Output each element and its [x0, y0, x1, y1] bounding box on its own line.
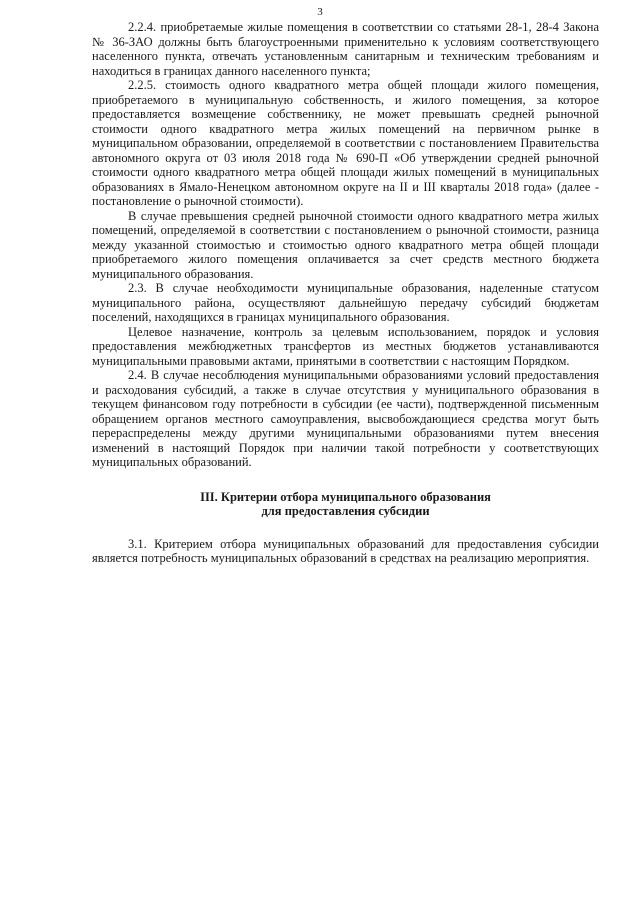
paragraph-2-2-5: 2.2.5. стоимость одного квадратного метра общей площади жилого помещения, приобретаемого в муниципальную собственность, и жилого помещения, за которое предоставляется возмещение собственнику, не может превышать средней рыночной стоимости одного квадратного метра жилых помещений на первичном рынке в муниципальном образовании, определяемой в соответствии с постановлением Правительства автономного округа от 03 июля 2018 года № 690-П «Об утверждении средней рыночной стоимости одного квадратного метра общей площади жилых помещений в муниципальных образованиях в Ямало-Ненецком автономном округе на II и III кварталы 2018 года» (далее - постановление о рыночной стоимости). [92, 78, 599, 208]
paragraph-target-purpose: Целевое назначение, контроль за целевым использованием, порядок и условия предоставления межбюджетных трансфертов из местных бюджетов устанавливаются муниципальными правовыми актами, принятыми в соответствии с настоящим Порядком. [92, 324, 599, 368]
section-heading [92, 490, 599, 519]
paragraph-2-3: 2.3. В случае необходимости муниципальные образования, наделенные статусом муниципального района, осуществляют дальнейшую передачу субсидий бюджетам поселений, находящихся в границах муниципального образования. [92, 281, 599, 324]
paragraph-2-4: 2.4. В случае несоблюдения муниципальными образованиями условий предоставления и расходования субсидий, а также в случае отсутствия у муниципального образования в текущем финансовом году потребности в субсидии (ее части), подтвержденной письменным обращением органов местного самоуправления, высвобождающиеся средства могут быть перераспределены между другими муниципальными образованиями путем внесения изменений в настоящий Порядок при наличии такой потребности у соответствующих муниципальных образований. [92, 368, 599, 469]
paragraph-price-excess: В случае превышения средней рыночной стоимости одного квадратного метра жилых помещений, определяемой в соответствии с постановлением о рыночной стоимости, разница между указанной стоимостью и стоимостью одного квадратного метра общей площади приобретаемого жилого помещения оплачивается за счет средств местного бюджета муниципального образования. [92, 208, 599, 281]
paragraph-2-2-4: 2.2.4. приобретаемые жилые помещения в соответствии со статьями 28-1, 28-4 Закона № 36-ЗАО должны быть благоустроенными применительно к условиям соответствующего населенного пункта, отвечать установленным санитарным и техническим требованиям и находиться в границах данного населенного пункта; [92, 20, 599, 78]
paragraph-3-1: 3.1. Критерием отбора муниципальных образований для предоставления субсидии является потребность муниципальных образований в средствах на реализацию мероприятия. [92, 536, 599, 565]
document-body [92, 20, 599, 566]
section-heading-line-1: III. Критерии отбора муниципального образования [200, 489, 491, 504]
section-heading-line-2: для предоставления субсидии [261, 504, 430, 518]
page-number: 3 [317, 6, 323, 18]
